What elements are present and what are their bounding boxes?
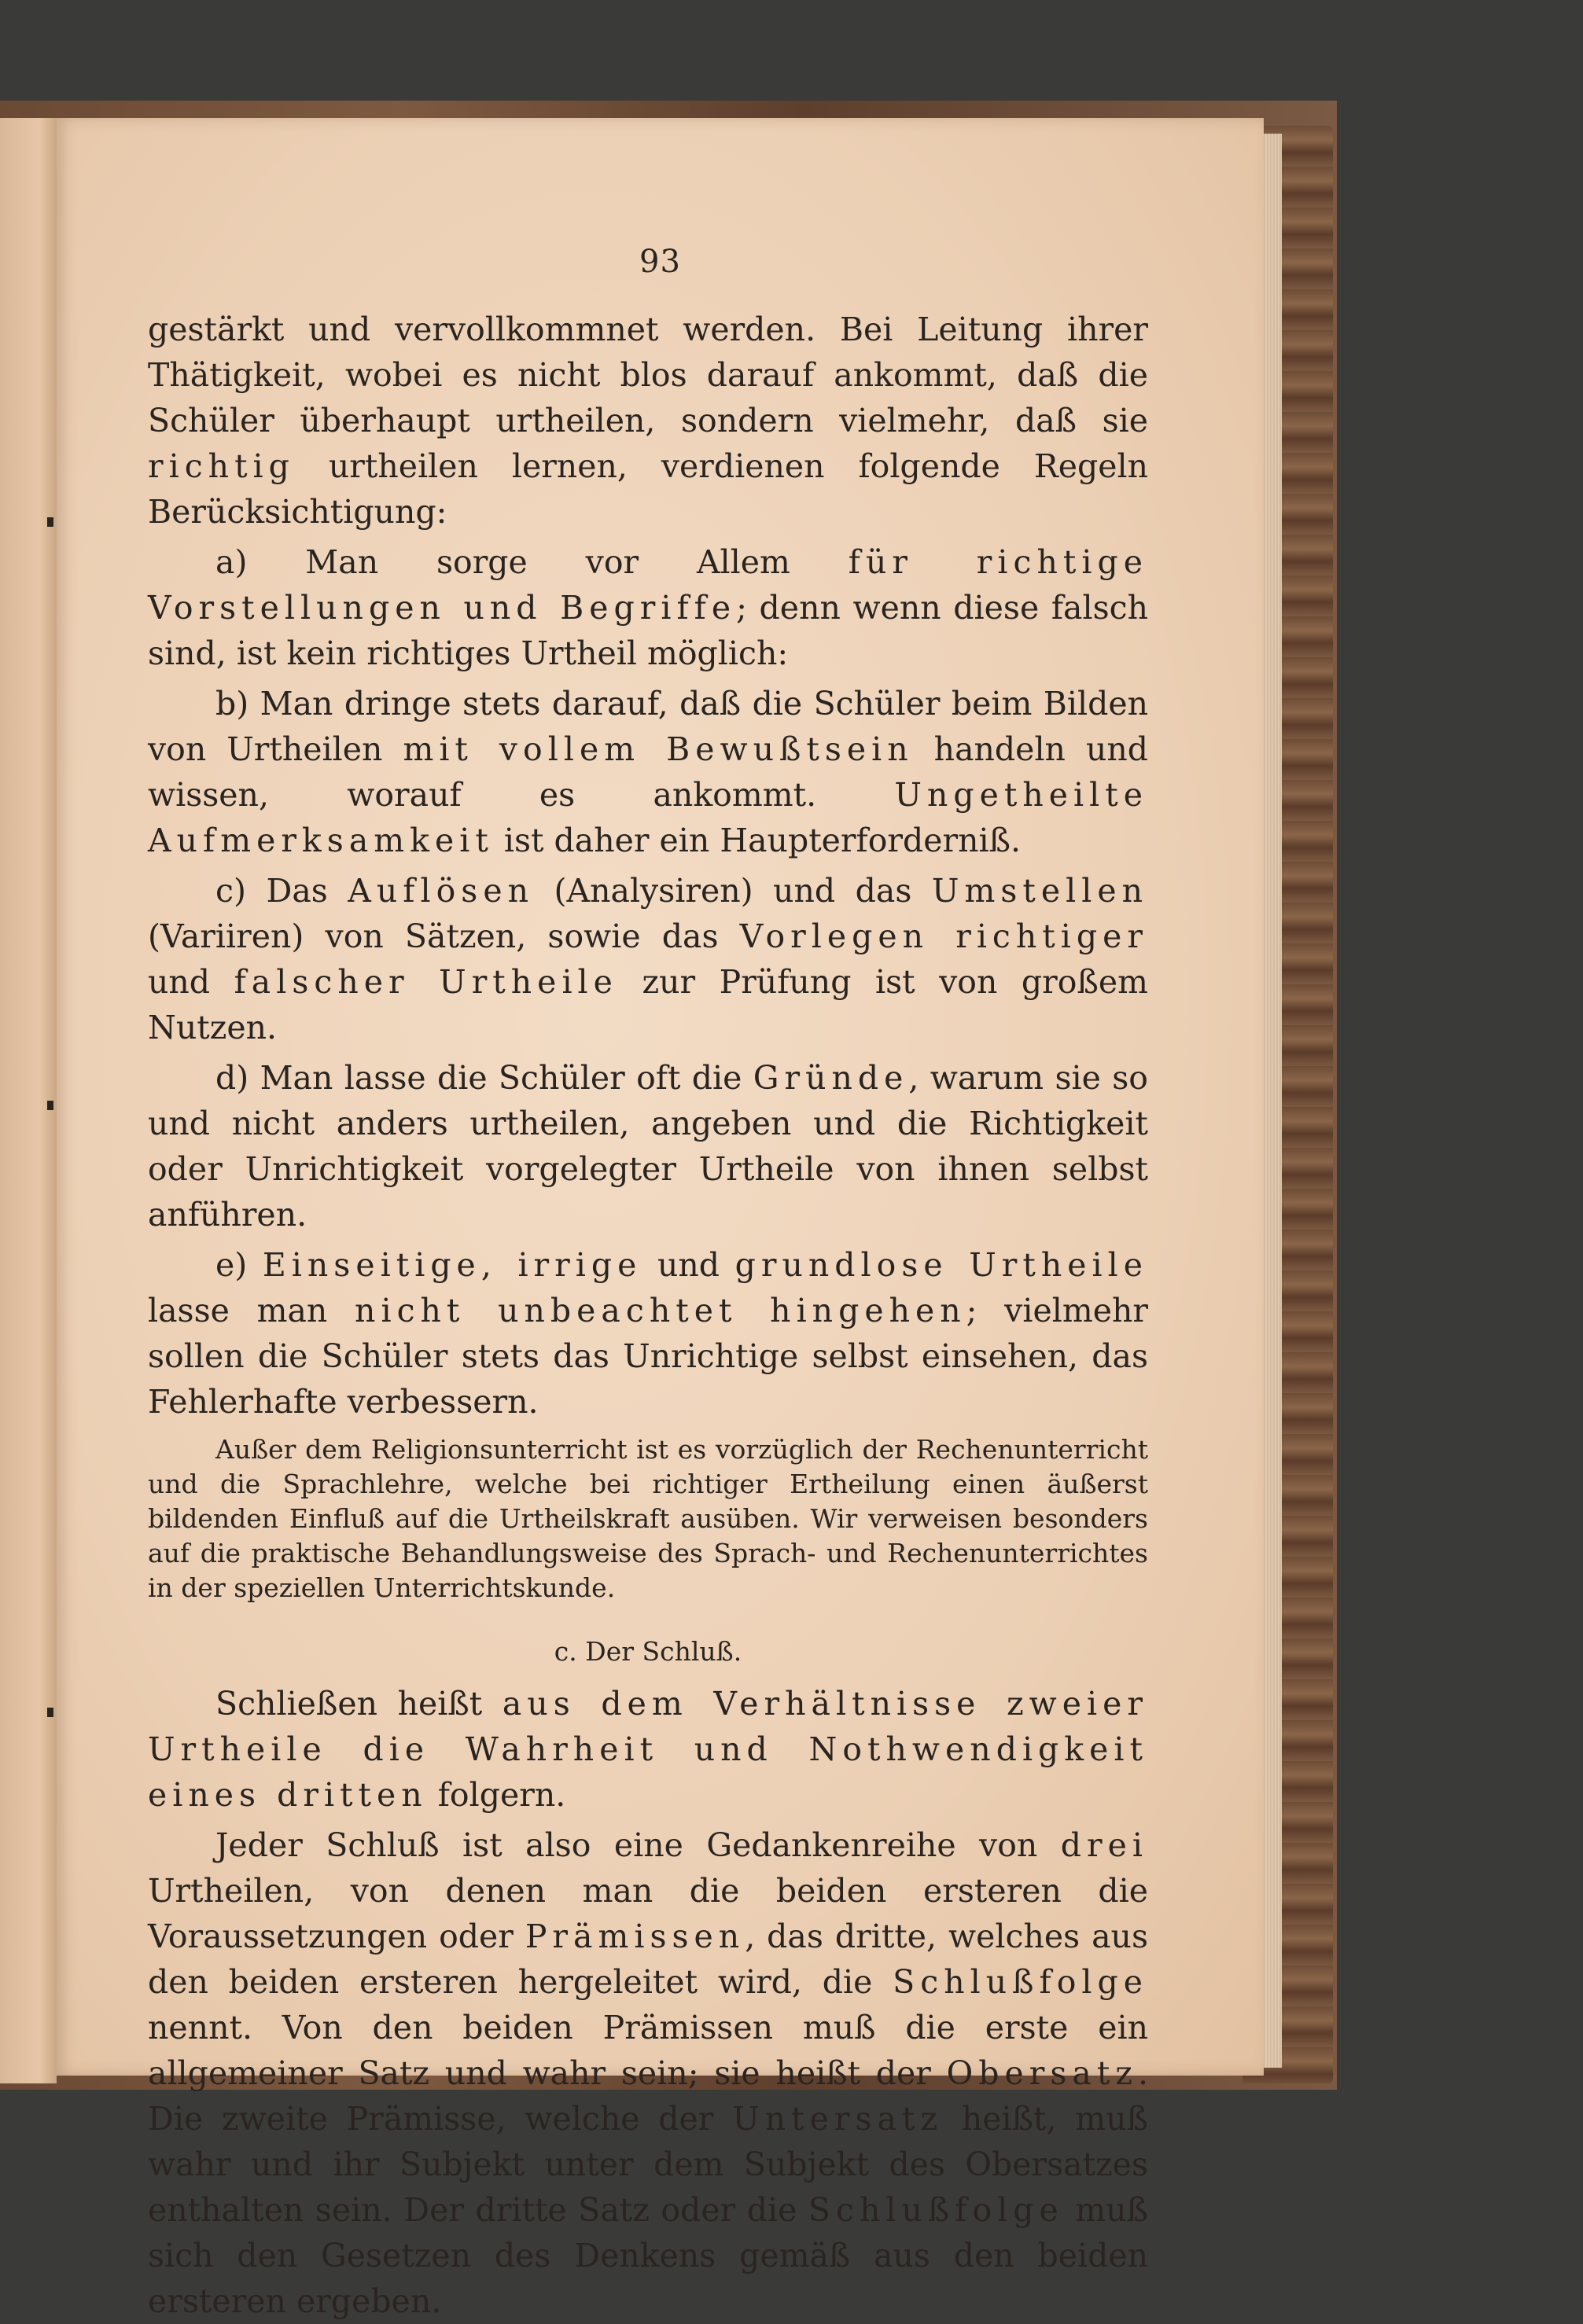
text-run: Schließen heißt [215, 1685, 503, 1723]
margin-mark [47, 1708, 53, 1717]
spaced-text: nicht unbeachtet hingehen [355, 1292, 966, 1329]
spaced-text: Umstellen [931, 872, 1148, 910]
page-text [148, 307, 1148, 2324]
text-run: folgern. [427, 1776, 566, 1814]
book-page [57, 118, 1264, 2320]
text-run: und [148, 963, 234, 1001]
spaced-text: für richtige Vorstellungen und Begriffe [148, 543, 1148, 627]
definition-paragraph [148, 1681, 1148, 1818]
spaced-text: aus dem Verhältnisse zweier Urtheile die Wahrheit und Nothwendigkeit eines dritten [148, 1685, 1148, 1814]
text-run: lasse man [148, 1292, 355, 1329]
spaced-text: Vorlegen richtiger [739, 917, 1148, 955]
margin-mark [47, 517, 53, 527]
text-run: muß sich den Gesetzen des Denkens gemäß aus den beiden ersteren ergeben. [148, 2191, 1148, 2320]
rule-a [148, 539, 1148, 676]
spaced-text: Schlußfolge [808, 2191, 1064, 2229]
spaced-text: Obersatz [946, 2054, 1138, 2092]
paragraph-intro [148, 307, 1148, 535]
spaced-text: richtig [148, 447, 295, 485]
spaced-text: Untersatz [732, 2100, 944, 2138]
text-run: a) Man sorge vor Allem [215, 543, 849, 581]
text-run: . Die zweite Prämisse, welche der [148, 2054, 1148, 2138]
spaced-text: Auflösen [348, 872, 534, 910]
page-number: 93 [639, 244, 681, 280]
text-run: (Analysiren) und das [534, 872, 932, 910]
text-run: urtheilen lernen, verdienen folgende Regeln Berücksichtigung: [148, 447, 1148, 531]
text-run: d) Man lasse die Schüler oft die [215, 1059, 753, 1097]
text-run: heißt, muß wahr und ihr Subjekt unter dem Subjekt des Obersatzes enthalten sein. Der dritte Satz oder die [148, 2100, 1148, 2229]
text-run: und [642, 1246, 735, 1284]
rule-c [148, 868, 1148, 1050]
spaced-text: Einseitige, irrige [262, 1246, 642, 1284]
spaced-text: Gründe [753, 1059, 909, 1097]
text-run: ; vielmehr sollen die Schüler stets das Unrichtige selbst einsehen, das Fehlerhafte verbessern. [148, 1292, 1148, 1421]
text-run: b) Man dringe stets darauf, daß die Schüler beim Bilden von Urtheilen [148, 685, 1148, 768]
text-run: gestärkt und vervollkommnet werden. Bei Leitung ihrer Thätigkeit, wobei es nicht blos darauf ankommt, daß die Schüler überhaupt urtheilen, sondern vielmehr, daß sie [148, 311, 1148, 439]
text-run: ist daher ein Haupterforderniß. [493, 822, 1022, 859]
text-run: ; denn wenn diese falsch sind, ist kein richtiges Urtheil möglich: [148, 589, 1148, 672]
spaced-text: falscher Urtheile [234, 963, 618, 1001]
text-run: handeln und wissen, worauf es ankommt. [148, 730, 1149, 814]
rule-d [148, 1055, 1148, 1237]
text-run: , das dritte, welches aus den beiden ersteren hergeleitet wird, die [148, 1918, 1149, 2001]
text-run: (Variiren) von Sätzen, sowie das [148, 917, 740, 955]
spaced-text: Prämissen [525, 1918, 745, 1955]
spaced-text: grundlose Urtheile [734, 1246, 1149, 1284]
text-run: e) [215, 1246, 263, 1284]
spaced-text: mit vollem Bewußtsein [403, 730, 914, 768]
spaced-text: Schlußfolge [893, 1963, 1148, 2001]
text-run: Jeder Schluß ist also eine Gedankenreihe von [215, 1826, 1061, 1864]
rule-e [148, 1242, 1148, 1425]
section-heading: c. Der Schluß. [554, 1636, 742, 1667]
spaced-text: Ungetheilte Aufmerksamkeit [148, 776, 1148, 859]
footnote-paragraph: Außer dem Religionsunterricht ist es vorzüglich der Rechenunterricht und die Sprachlehre, welche bei richtiger Ertheilung einen äußerst bildenden Einfluß auf die Urtheilskraft ausüben. Wir verweisen besonders auf die praktische Behandlungsweise des Sprach- und Rechenunterrichtes in der speziellen Unterrichtskunde. [148, 1434, 1148, 1603]
text-run: c) Das [215, 872, 348, 910]
syllogism-paragraph [148, 1822, 1148, 2324]
text-run: Urtheilen, von denen man die beiden ersteren die Voraussetzungen oder [148, 1872, 1148, 1955]
text-run: nennt. Von den beiden Prämissen muß die erste ein allgemeiner Satz und wahr sein; sie heißt der [148, 2009, 1148, 2092]
rule-b [148, 681, 1148, 863]
text-run: , warum sie so und nicht anders urtheilen, angeben und die Richtigkeit oder Unrichtigkeit vorgelegter Urtheile von ihnen selbst anführen. [148, 1059, 1148, 1234]
spaced-text: drei [1060, 1826, 1148, 1864]
margin-mark [47, 1101, 53, 1110]
text-run: zur Prüfung ist von großem Nutzen. [148, 963, 1148, 1046]
